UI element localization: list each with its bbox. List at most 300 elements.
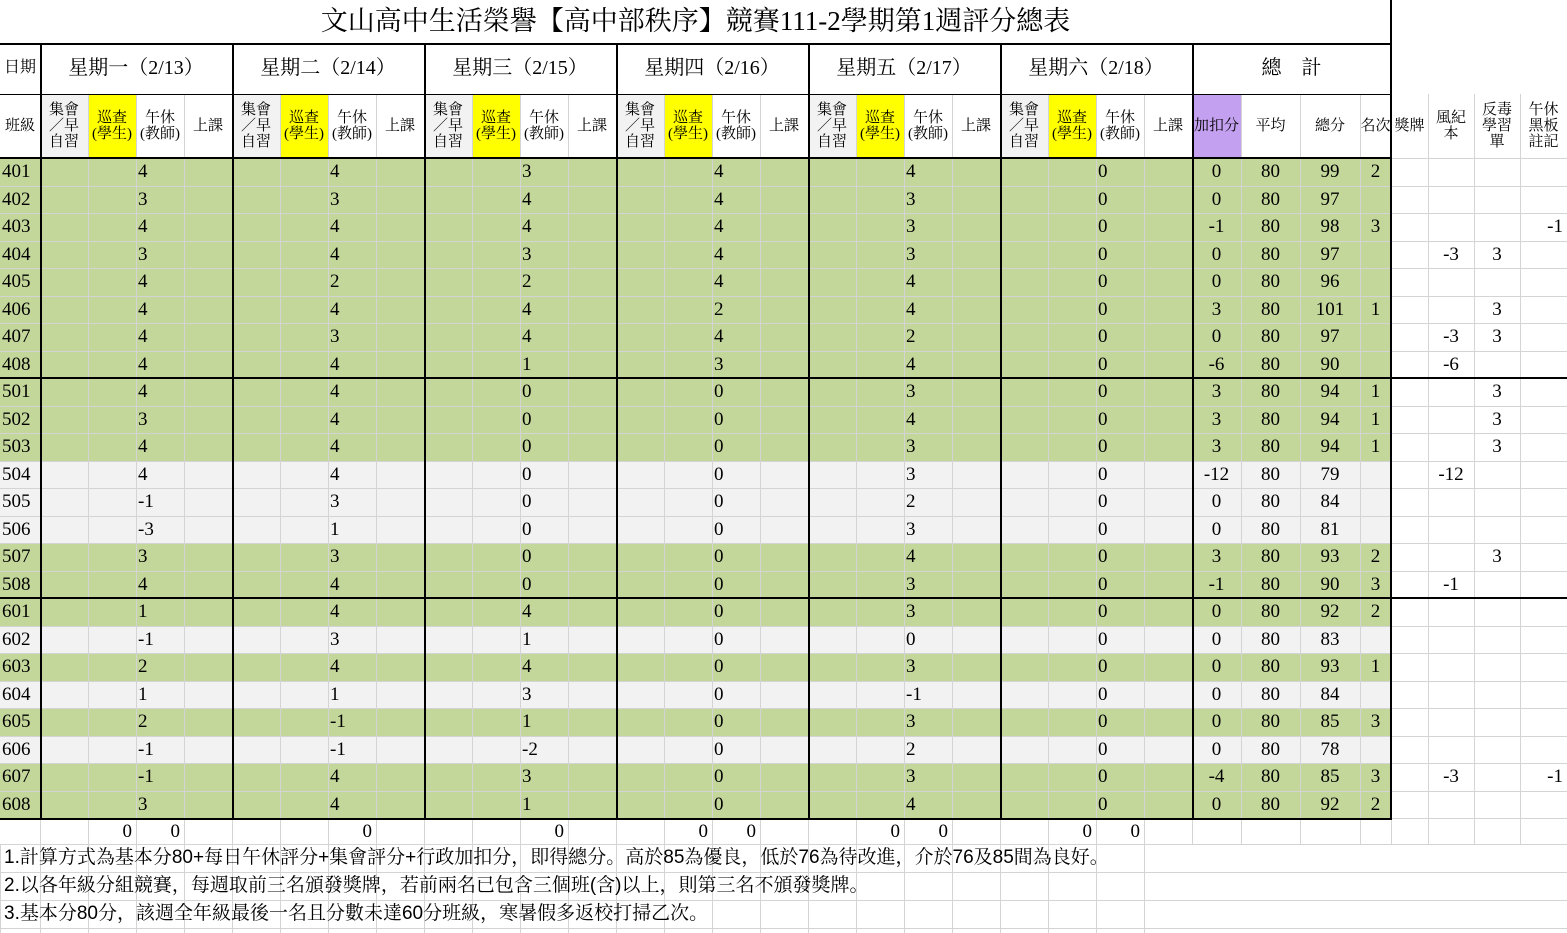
row-background xyxy=(0,708,1391,736)
class-number: 405 xyxy=(2,271,31,292)
noon-board-value xyxy=(1520,488,1567,516)
noon-board-value xyxy=(1520,378,1567,406)
discipline-book-value xyxy=(1428,516,1474,544)
noon-rest-score: -1 xyxy=(906,683,922,705)
noon-rest-score: 3 xyxy=(138,243,148,265)
noon-rest-score: 1 xyxy=(330,683,340,705)
noon-rest-score: 4 xyxy=(330,793,340,815)
noon-rest-score: 0 xyxy=(1098,326,1108,347)
sub-header-class: 上課 xyxy=(384,118,415,134)
rank: 1 xyxy=(1370,656,1381,677)
sub-header-patrol: 巡查 (學生) xyxy=(284,110,324,142)
row-background xyxy=(0,461,1391,489)
anti-drug-value xyxy=(1474,708,1520,736)
average-score: 80 xyxy=(1261,518,1280,540)
sheet-title: 文山高中生活榮譽【高中部秩序】競賽111-2學期第1週評分總表 xyxy=(320,6,1071,36)
noon-rest-score: 0 xyxy=(522,381,532,402)
sub-header-assembly: 集會 ／早 自習 xyxy=(1008,102,1039,150)
noon-rest-score: 4 xyxy=(330,436,340,457)
grid-line xyxy=(0,43,1391,45)
noon-rest-score: 2 xyxy=(906,738,916,760)
noon-rest-score: 0 xyxy=(714,463,724,485)
sub-header-patrol: 巡查 (學生) xyxy=(668,110,708,142)
noon-rest-score: 4 xyxy=(330,381,340,402)
row-background xyxy=(0,543,1391,571)
total-score: 98 xyxy=(1320,216,1340,237)
rank xyxy=(1360,736,1391,764)
noon-rest-score: 3 xyxy=(330,188,340,210)
sub-header-class: 上課 xyxy=(192,118,223,134)
class-number: 601 xyxy=(2,601,31,622)
class-number: 403 xyxy=(2,216,31,237)
rank: 2 xyxy=(1370,546,1381,567)
anti-drug-value: 3 xyxy=(1492,408,1502,430)
discipline-book-value: -6 xyxy=(1443,353,1459,375)
adjust-score: 3 xyxy=(1211,298,1222,320)
noon-rest-score: 4 xyxy=(906,353,916,375)
grid-line xyxy=(88,94,89,844)
noon-rest-score: 0 xyxy=(906,628,916,650)
noon-rest-score: 4 xyxy=(522,601,532,622)
anti-drug-value xyxy=(1474,186,1520,214)
grid-line xyxy=(568,94,569,844)
noon-rest-score: 4 xyxy=(714,188,724,210)
noon-rest-score: 0 xyxy=(1098,161,1108,182)
anti-drug-value xyxy=(1474,653,1520,681)
noon-board-value xyxy=(1520,268,1567,296)
discipline-book-value: -3 xyxy=(1443,766,1459,787)
noon-rest-score: 1 xyxy=(330,518,340,540)
noon-rest-score: 0 xyxy=(714,766,724,787)
noon-rest-score: 4 xyxy=(138,161,148,182)
discipline-book-value xyxy=(1428,791,1474,819)
noon-rest-score: 4 xyxy=(906,546,916,567)
average-score: 80 xyxy=(1261,381,1280,402)
noon-board-value xyxy=(1520,406,1567,434)
noon-rest-score: 4 xyxy=(330,353,340,375)
grid-line xyxy=(616,43,618,818)
column-sum: 0 xyxy=(1130,821,1140,842)
noon-rest-score: 2 xyxy=(906,326,916,347)
class-number: 605 xyxy=(2,711,31,732)
adjust-score: 3 xyxy=(1211,546,1222,567)
rule-note: 2.以各年級分組競賽，每週取前三名頒發獎牌，若前兩名已包含三個班(含)以上，則第三名不頒發獎牌。 xyxy=(4,875,869,896)
noon-rest-score: 4 xyxy=(138,271,148,292)
discipline-book-value xyxy=(1428,488,1474,516)
total-header-rank: 名次 xyxy=(1360,118,1391,134)
noon-rest-score: 0 xyxy=(1098,683,1108,705)
discipline-book-value xyxy=(1428,268,1474,296)
row-background xyxy=(0,488,1391,516)
sub-header-patrol: 巡查 (學生) xyxy=(92,110,132,142)
noon-rest-score: 3 xyxy=(714,353,724,375)
rank: 3 xyxy=(1370,573,1381,595)
anti-drug-value: 3 xyxy=(1492,381,1502,402)
rank xyxy=(1360,626,1391,654)
noon-rest-score: 4 xyxy=(138,326,148,347)
noon-rest-score: -1 xyxy=(138,491,154,512)
noon-rest-score: 4 xyxy=(522,216,532,237)
noon-rest-score: 2 xyxy=(138,711,148,732)
noon-rest-score: 4 xyxy=(714,216,724,237)
noon-rest-score: 0 xyxy=(1098,711,1108,732)
total-score: 101 xyxy=(1315,298,1345,320)
noon-rest-score: 0 xyxy=(522,408,532,430)
noon-rest-score: 3 xyxy=(138,793,148,815)
noon-rest-score: 4 xyxy=(138,298,148,320)
noon-rest-score: 0 xyxy=(1098,436,1108,457)
adjust-score: 3 xyxy=(1211,436,1222,457)
noon-rest-score: 3 xyxy=(330,491,340,512)
anti-drug-value xyxy=(1474,571,1520,599)
sub-header-patrol: 巡查 (學生) xyxy=(476,110,516,142)
class-number: 408 xyxy=(2,353,31,375)
total-score: 78 xyxy=(1320,738,1340,760)
noon-rest-score: 0 xyxy=(714,491,724,512)
class-number: 506 xyxy=(2,518,31,540)
noon-rest-score: 0 xyxy=(714,436,724,457)
noon-rest-score: 0 xyxy=(714,711,724,732)
noon-rest-score: 4 xyxy=(138,573,148,595)
average-score: 80 xyxy=(1261,326,1280,347)
average-score: 80 xyxy=(1261,298,1280,320)
anti-drug-value: 3 xyxy=(1492,243,1502,265)
class-label: 班級 xyxy=(4,118,35,134)
noon-rest-score: 0 xyxy=(1098,766,1108,787)
row-background xyxy=(0,763,1391,791)
adjust-score: 3 xyxy=(1211,408,1222,430)
anti-drug-value xyxy=(1474,461,1520,489)
noon-rest-score: 1 xyxy=(522,628,532,650)
rank: 2 xyxy=(1370,601,1381,622)
row-background xyxy=(0,351,1391,379)
row-background xyxy=(0,516,1391,544)
rank: 1 xyxy=(1370,381,1381,402)
total-score: 97 xyxy=(1320,188,1340,210)
anti-drug-value: 3 xyxy=(1492,436,1502,457)
total-score: 97 xyxy=(1320,243,1340,265)
average-score: 80 xyxy=(1261,161,1280,182)
noon-rest-score: 4 xyxy=(330,463,340,485)
total-score: 97 xyxy=(1320,326,1340,347)
sub-header-noon-rest: 午休 (教師) xyxy=(332,110,372,142)
row-background xyxy=(0,681,1391,709)
total-score: 81 xyxy=(1320,518,1340,540)
average-score: 80 xyxy=(1261,601,1280,622)
class-number: 404 xyxy=(2,243,31,265)
noon-rest-score: 4 xyxy=(138,353,148,375)
grid-line xyxy=(0,597,1567,599)
anti-drug-value xyxy=(1474,213,1520,241)
grid-line xyxy=(232,43,234,818)
noon-rest-score: 4 xyxy=(330,161,340,182)
noon-rest-score: 4 xyxy=(330,408,340,430)
noon-board-value xyxy=(1520,351,1567,379)
noon-board-value xyxy=(1520,186,1567,214)
noon-rest-score: 3 xyxy=(906,381,916,402)
class-number: 602 xyxy=(2,628,31,650)
noon-rest-score: -2 xyxy=(522,738,538,760)
noon-rest-score: 4 xyxy=(330,298,340,320)
noon-rest-score: 4 xyxy=(330,656,340,677)
grid-line xyxy=(1192,43,1194,818)
column-sum: 0 xyxy=(698,821,708,842)
rank: 1 xyxy=(1370,436,1381,457)
discipline-book-value xyxy=(1428,626,1474,654)
column-sum: 0 xyxy=(554,821,564,842)
sub-header-assembly: 集會 ／早 自習 xyxy=(48,102,79,150)
rule-note: 3.基本分80分，該週全年級最後一名且分數未達60分班級，寒暑假多返校打掃乙次。 xyxy=(4,903,709,924)
noon-rest-score: 3 xyxy=(522,766,532,787)
extra-header-medal: 獎牌 xyxy=(1394,118,1425,134)
adjust-score: 0 xyxy=(1211,683,1222,705)
total-score: 93 xyxy=(1320,656,1340,677)
noon-rest-score: 3 xyxy=(522,683,532,705)
noon-rest-score: 2 xyxy=(522,271,532,292)
adjust-score: 0 xyxy=(1211,628,1222,650)
rank xyxy=(1360,488,1391,516)
noon-rest-score: 0 xyxy=(1098,518,1108,540)
noon-rest-score: 0 xyxy=(522,518,532,540)
discipline-book-value xyxy=(1428,158,1474,186)
total-score: 92 xyxy=(1320,601,1340,622)
sub-header-noon-rest: 午休 (教師) xyxy=(140,110,180,142)
row-background xyxy=(0,406,1391,434)
noon-board-value xyxy=(1520,571,1567,599)
discipline-book-value: -1 xyxy=(1443,573,1459,595)
average-score: 80 xyxy=(1261,628,1280,650)
total-score: 90 xyxy=(1320,573,1340,595)
adjust-score: -12 xyxy=(1203,463,1230,485)
discipline-book-value: -3 xyxy=(1443,326,1459,347)
date-label: 日期 xyxy=(3,59,36,76)
total-score: 92 xyxy=(1320,793,1340,815)
noon-rest-score: 0 xyxy=(1098,573,1108,595)
average-score: 80 xyxy=(1261,188,1280,210)
total-score: 94 xyxy=(1320,408,1340,430)
noon-rest-score: 1 xyxy=(138,601,148,622)
noon-rest-score: 4 xyxy=(522,188,532,210)
grid-line xyxy=(40,43,42,818)
class-number: 603 xyxy=(2,656,31,677)
noon-rest-score: 4 xyxy=(522,326,532,347)
noon-rest-score: 0 xyxy=(714,683,724,705)
noon-rest-score: 3 xyxy=(906,463,916,485)
noon-rest-score: 0 xyxy=(714,573,724,595)
day-header: 星期四（2/16） xyxy=(644,57,780,79)
noon-rest-score: 2 xyxy=(330,271,340,292)
noon-rest-score: 3 xyxy=(906,436,916,457)
noon-board-value: -1 xyxy=(1547,216,1563,237)
average-score: 80 xyxy=(1261,353,1280,375)
noon-rest-score: 4 xyxy=(138,463,148,485)
class-number: 504 xyxy=(2,463,31,485)
sub-header-class: 上課 xyxy=(768,118,799,134)
row-background xyxy=(0,598,1391,626)
noon-rest-score: 0 xyxy=(522,491,532,512)
row-background xyxy=(0,158,1391,186)
noon-rest-score: 4 xyxy=(522,656,532,677)
noon-rest-score: 0 xyxy=(714,408,724,430)
noon-rest-score: 0 xyxy=(1098,243,1108,265)
average-score: 80 xyxy=(1261,463,1280,485)
column-sum: 0 xyxy=(122,821,132,842)
sub-header-class: 上課 xyxy=(1152,118,1183,134)
discipline-book-value xyxy=(1428,296,1474,324)
class-number: 502 xyxy=(2,408,31,430)
total-score: 85 xyxy=(1320,711,1340,732)
noon-rest-score: 3 xyxy=(522,243,532,265)
noon-board-value xyxy=(1520,296,1567,324)
row-background xyxy=(0,378,1391,406)
noon-rest-score: 1 xyxy=(522,353,532,375)
noon-rest-score: 1 xyxy=(522,793,532,815)
row-background xyxy=(0,213,1391,241)
total-score: 99 xyxy=(1320,161,1340,182)
noon-board-value xyxy=(1520,681,1567,709)
noon-board-value xyxy=(1520,516,1567,544)
average-score: 80 xyxy=(1261,408,1280,430)
sub-header-assembly: 集會 ／早 自習 xyxy=(816,102,847,150)
noon-rest-score: -3 xyxy=(138,518,154,540)
row-background xyxy=(0,626,1391,654)
grid-line xyxy=(1048,94,1049,844)
total-header-average: 平均 xyxy=(1255,118,1286,134)
grid-line xyxy=(184,94,185,844)
noon-rest-score: 2 xyxy=(714,298,724,320)
noon-rest-score: 0 xyxy=(1098,463,1108,485)
rank: 3 xyxy=(1370,216,1381,237)
anti-drug-value xyxy=(1474,158,1520,186)
row-background xyxy=(0,736,1391,764)
rank xyxy=(1360,323,1391,351)
column-sum: 0 xyxy=(170,821,180,842)
anti-drug-value: 3 xyxy=(1492,326,1502,347)
noon-board-value xyxy=(1520,241,1567,269)
noon-rest-score: 4 xyxy=(906,298,916,320)
noon-rest-score: 4 xyxy=(522,298,532,320)
total-score: 84 xyxy=(1320,683,1340,705)
sub-header-noon-rest: 午休 (教師) xyxy=(1100,110,1140,142)
grid-line xyxy=(808,43,810,818)
noon-rest-score: 3 xyxy=(138,188,148,210)
grid-line xyxy=(0,928,1567,929)
anti-drug-value xyxy=(1474,516,1520,544)
noon-rest-score: 0 xyxy=(714,738,724,760)
class-number: 608 xyxy=(2,793,31,815)
discipline-book-value xyxy=(1428,598,1474,626)
noon-board-value xyxy=(1520,708,1567,736)
noon-rest-score: 3 xyxy=(906,573,916,595)
noon-rest-score: 0 xyxy=(1098,738,1108,760)
noon-rest-score: 4 xyxy=(138,436,148,457)
anti-drug-value xyxy=(1474,626,1520,654)
discipline-book-value xyxy=(1428,736,1474,764)
row-background xyxy=(0,241,1391,269)
grid-line xyxy=(280,94,281,844)
anti-drug-value xyxy=(1474,791,1520,819)
adjust-score: 0 xyxy=(1211,738,1222,760)
noon-rest-score: 0 xyxy=(522,436,532,457)
column-sum: 0 xyxy=(890,821,900,842)
adjust-score: 3 xyxy=(1211,381,1222,402)
day-header: 星期二（2/14） xyxy=(260,57,396,79)
anti-drug-value xyxy=(1474,598,1520,626)
discipline-book-value xyxy=(1428,681,1474,709)
noon-rest-score: 0 xyxy=(1098,491,1108,512)
grid-line xyxy=(952,94,953,844)
discipline-book-value xyxy=(1428,653,1474,681)
noon-board-value xyxy=(1520,433,1567,461)
average-score: 80 xyxy=(1261,491,1280,512)
noon-rest-score: 2 xyxy=(138,656,148,677)
noon-rest-score: 3 xyxy=(906,711,916,732)
rank: 2 xyxy=(1370,793,1381,815)
noon-rest-score: 3 xyxy=(522,161,532,182)
noon-rest-score: -1 xyxy=(138,766,154,787)
noon-rest-score: 0 xyxy=(714,518,724,540)
adjust-score: 0 xyxy=(1211,161,1222,182)
average-score: 80 xyxy=(1261,216,1280,237)
row-background xyxy=(0,653,1391,681)
rank xyxy=(1360,241,1391,269)
noon-rest-score: 0 xyxy=(1098,546,1108,567)
discipline-book-value xyxy=(1428,433,1474,461)
noon-board-value xyxy=(1520,598,1567,626)
noon-rest-score: 0 xyxy=(522,463,532,485)
noon-rest-score: -1 xyxy=(330,711,346,732)
sub-header-assembly: 集會 ／早 自習 xyxy=(240,102,271,150)
adjust-score: 0 xyxy=(1211,518,1222,540)
column-sum: 0 xyxy=(938,821,948,842)
grid-line xyxy=(1390,0,1392,820)
rank xyxy=(1360,516,1391,544)
average-score: 80 xyxy=(1261,683,1280,705)
total-score: 85 xyxy=(1320,766,1340,787)
sub-header-noon-rest: 午休 (教師) xyxy=(716,110,756,142)
noon-rest-score: 4 xyxy=(906,271,916,292)
grid-line xyxy=(424,43,426,818)
average-score: 80 xyxy=(1261,766,1280,787)
adjust-score: 0 xyxy=(1211,711,1222,732)
total-score: 94 xyxy=(1320,381,1340,402)
class-number: 501 xyxy=(2,381,31,402)
rank xyxy=(1360,351,1391,379)
noon-rest-score: 0 xyxy=(1098,216,1108,237)
adjust-score: 0 xyxy=(1211,601,1222,622)
noon-rest-score: 4 xyxy=(330,216,340,237)
average-score: 80 xyxy=(1261,738,1280,760)
noon-board-value xyxy=(1520,323,1567,351)
noon-rest-score: 0 xyxy=(714,601,724,622)
anti-drug-value xyxy=(1474,488,1520,516)
noon-rest-score: 0 xyxy=(1098,408,1108,430)
row-background xyxy=(0,296,1391,324)
sub-header-assembly: 集會 ／早 自習 xyxy=(432,102,463,150)
anti-drug-value xyxy=(1474,351,1520,379)
column-sum: 0 xyxy=(362,821,372,842)
noon-board-value xyxy=(1520,626,1567,654)
class-number: 507 xyxy=(2,546,31,567)
extra-header-discipline-book: 風紀 本 xyxy=(1435,110,1466,142)
discipline-book-value xyxy=(1428,186,1474,214)
class-number: 406 xyxy=(2,298,31,320)
rank: 3 xyxy=(1370,766,1381,787)
noon-rest-score: -1 xyxy=(330,738,346,760)
class-number: 407 xyxy=(2,326,31,347)
adjust-score: 0 xyxy=(1211,271,1222,292)
noon-rest-score: 4 xyxy=(330,601,340,622)
